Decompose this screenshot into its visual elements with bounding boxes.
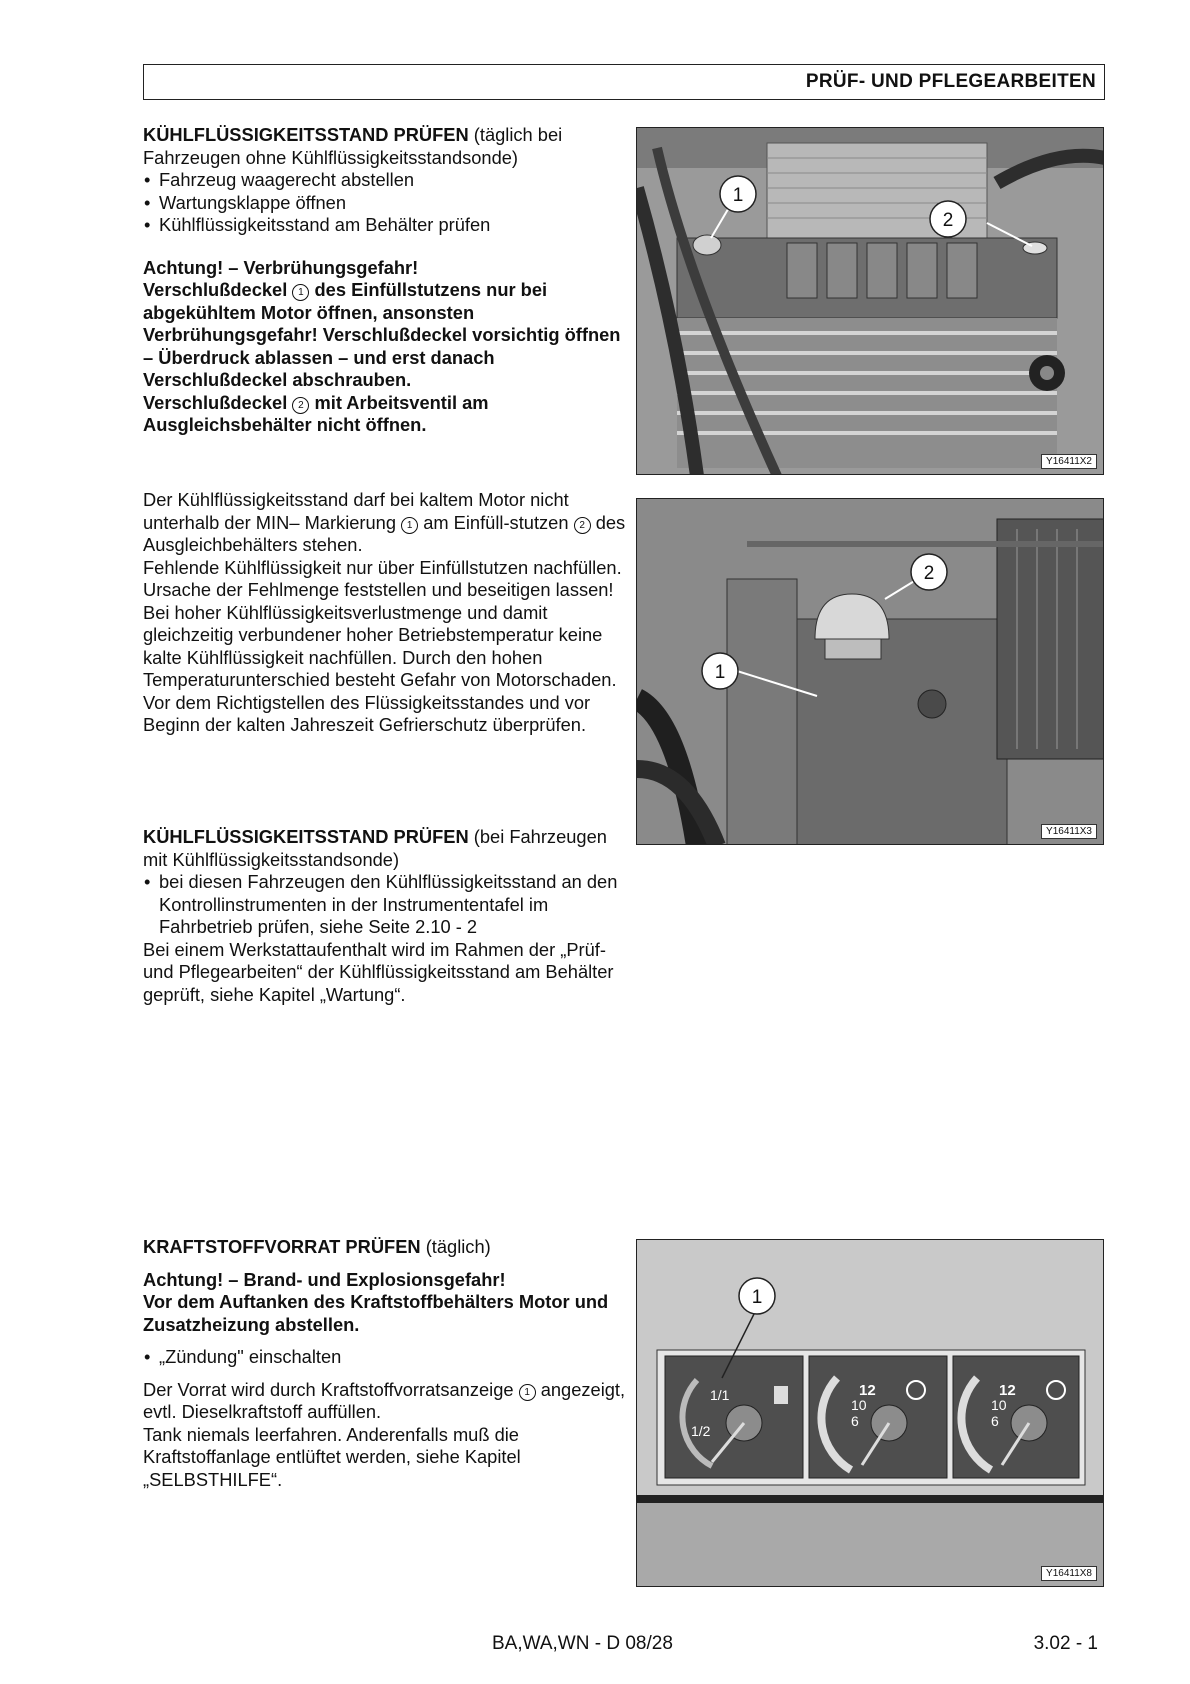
section-heading (143, 124, 633, 169)
callout-1: 1 (751, 1287, 763, 1308)
warning-paragraph (143, 392, 633, 437)
paragraph: Bei hoher Kühlflüssigkeitsverlustmenge und damit gleichzeitig verbundener hoher Betriebstemperatur keine kalte Kühlflüssigkeit nachfüllen. Durch den hohen Temperaturunterschied besteht Gefahr von Motorschaden. (143, 601, 617, 690)
warning-paragraph (143, 279, 633, 392)
callout-2: 2 (942, 210, 954, 231)
warning-text: Verschlußdeckel (143, 391, 288, 413)
bullet-list (143, 169, 633, 237)
paragraph: Tank niemals leerfahren. Anderenfalls muß die Kraftstoffanlage entlüftet werden, siehe Kapitel „SELBSTHILFE“. (143, 1423, 521, 1490)
list-item: • „Zündung" einschalten (143, 1346, 633, 1369)
callout-ref: 1 (401, 517, 418, 534)
warning-title: Achtung! – Verbrühungsgefahr! (143, 256, 419, 278)
paragraph (143, 1379, 633, 1424)
gauge-label: 6 (851, 1413, 859, 1429)
bullet-list (143, 871, 633, 939)
warning-text: Vor dem Auftanken des Kraftstoffbehälters Motor und Zusatzheizung abstellen. (143, 1291, 609, 1335)
list-item: • Wartungsklappe öffnen (143, 192, 633, 215)
footer-page-number: 3.02 - 1 (1033, 1633, 1098, 1654)
heading-rest: (täglich) (425, 1236, 491, 1257)
callout-ref: 2 (292, 397, 309, 414)
section-coolant-check (143, 124, 633, 437)
figure-code: Y16411X8 (1041, 1566, 1097, 1581)
callout-2: 2 (923, 563, 935, 584)
gauge-label: 1/2 (691, 1423, 711, 1439)
bullet-list (143, 1346, 633, 1369)
paragraph-text: Der Vorrat wird durch Kraftstoffvorratsanzeige (143, 1378, 514, 1400)
heading-bold: KRAFTSTOFFVORRAT PRÜFEN (143, 1236, 421, 1257)
fuel-pump-icon (774, 1386, 788, 1404)
warning-title: Achtung! – Brand- und Explosionsgefahr! (143, 1268, 506, 1290)
section-coolant-info (143, 489, 633, 737)
callout-ref: 2 (574, 517, 591, 534)
paragraph: Fehlende Kühlflüssigkeit nur über Einfüllstutzen nachfüllen. Ursache der Fehlmenge feststellen und beseitigen lassen! (143, 556, 622, 600)
gauge-label: 12 (999, 1382, 1016, 1399)
callout-1: 1 (714, 662, 726, 683)
gauge-label: 1/1 (710, 1387, 730, 1403)
paragraph-text: Der Kühlflüssigkeitsstand darf bei kaltem Motor nicht unterhalb der MIN– Markierung (143, 489, 569, 533)
page-title: PRÜF- UND PFLEGEARBEITEN (805, 71, 1096, 92)
callout-ref: 1 (292, 284, 309, 301)
footer-doc-id: BA,WA,WN - D 08/28 (492, 1633, 673, 1654)
heading-rest: (bei Fahrzeugen mit Kühlflüssigkeitsstandsonde) (143, 826, 607, 870)
figure-fuel-gauge (636, 1239, 1104, 1587)
paragraph: Bei einem Werkstattaufenthalt wird im Rahmen der „Prüf- und Pflegearbeiten“ der Kühlflüssigkeitsstand am Behälter geprüft, siehe Kapitel „Wartung“. (143, 938, 614, 1005)
figure-fuel-gauge-drawing (637, 1240, 1104, 1587)
warning-text: Verschlußdeckel (143, 279, 288, 300)
paragraph-text: am Einfüll-stutzen (423, 511, 569, 533)
figure-code: Y16411X2 (1041, 454, 1097, 469)
warning-text: mit Arbeitsventil am Ausgleichsbehälter nicht öffnen. (143, 391, 489, 435)
figure-engine-compartment (636, 127, 1104, 475)
heading-rest: (täglich bei Fahrzeugen ohne Kühlflüssigkeitsstandsonde) (143, 124, 563, 168)
gauge-label: 6 (991, 1413, 999, 1429)
figure-engine-compartment-drawing (637, 128, 1104, 475)
section-fuel-check (143, 1236, 633, 1491)
gauge-pressure-2 (953, 1356, 1079, 1478)
paragraph (143, 489, 633, 557)
section-heading (143, 1236, 633, 1259)
gauge-fuel (665, 1356, 803, 1478)
heading-bold: KÜHLFLÜSSIGKEITSSTAND PRÜFEN (143, 124, 469, 145)
header-box (143, 64, 1105, 100)
gauge-pressure-1 (809, 1356, 947, 1478)
paragraph-text: angezeigt, evtl. Dieselkraftstoff auffüllen. (143, 1378, 626, 1422)
gauge-label: 10 (991, 1397, 1007, 1413)
callout-1: 1 (732, 185, 744, 206)
gauge-label: 12 (859, 1382, 876, 1399)
list-item: • Kühlflüssigkeitsstand am Behälter prüfen (143, 214, 633, 237)
warning-text: des Einfüllstutzens nur bei abgekühltem Motor öffnen, ansonsten Verbrühungsgefahr! Verschlußdeckel vorsichtig öffnen – Überdruck ablassen – und erst danach Verschlußdeckel abschrauben. (143, 279, 621, 390)
list-item: • bei diesen Fahrzeugen den Kühlflüssigkeitsstand an den Kontrollinstrumenten in der Instrumententafel im Fahrbetrieb prüfen, siehe Seite 2.10 - 2 (143, 871, 633, 939)
section-heading (143, 826, 633, 871)
paragraph-text: des Ausgleichbehälters stehen. (143, 511, 626, 555)
gauge-label: 10 (851, 1397, 867, 1413)
section-coolant-sensor (143, 826, 633, 1006)
paragraph: Vor dem Richtigstellen des Flüssigkeitsstandes und vor Beginn der kalten Jahreszeit Gefrierschutz überprüfen. (143, 691, 591, 735)
callout-ref: 1 (519, 1384, 536, 1401)
heading-bold: KÜHLFLÜSSIGKEITSSTAND PRÜFEN (143, 826, 469, 847)
list-item: • Fahrzeug waagerecht abstellen (143, 169, 633, 192)
figure-expansion-tank-drawing (637, 499, 1104, 845)
figure-code: Y16411X3 (1041, 824, 1097, 839)
figure-expansion-tank (636, 498, 1104, 845)
